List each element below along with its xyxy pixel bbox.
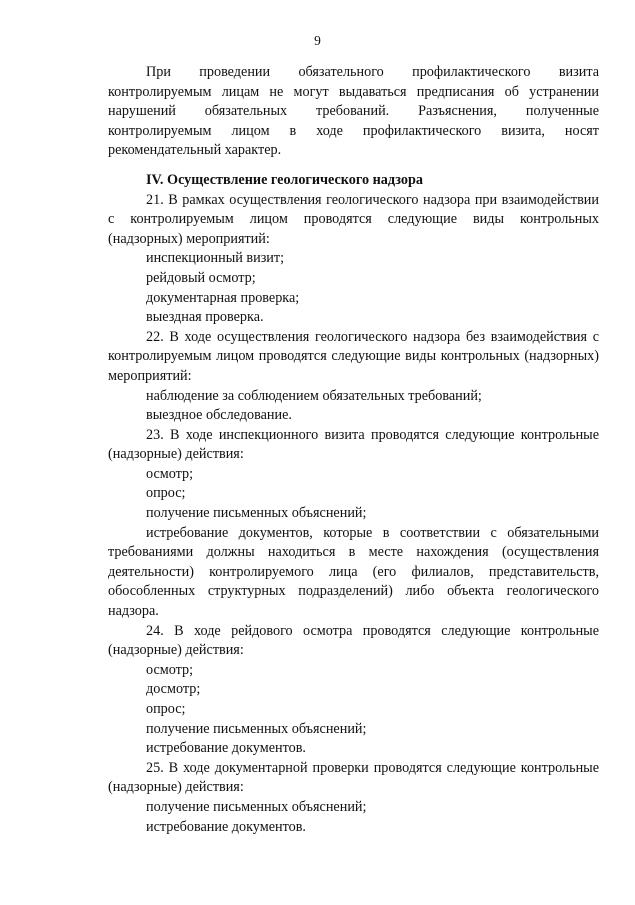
list-item: истребование документов.	[146, 818, 306, 835]
page-number: 9	[314, 33, 321, 48]
list-item: истребование документов.	[146, 740, 306, 757]
list-item: документарная проверка;	[146, 289, 300, 306]
list-item: опрос;	[146, 701, 186, 717]
paragraph: При проведении обязательного профилактического визита контролируемым лицам не могут выдаваться предписания об устранении нарушений обязательных требований. Разъяснения, полученные контролируемым лицом в ходе профилактического визита, носят рекомендательный характер.	[108, 64, 599, 159]
paragraph: истребование документов, которые в соответствии с обязательными требованиями должны находиться в месте нахождения (осуществления деятельности) контролируемого лица (его филиалов, представительств, обособленных структурных подразделений) либо объекта геологического надзора.	[108, 524, 599, 620]
list-item: выездное обследование.	[146, 407, 292, 424]
list-item: осмотр;	[146, 661, 194, 678]
document-body	[108, 63, 599, 837]
paragraph: 21. В рамках осуществления геологического надзора при взаимодействии с контролируемым лицом проводятся следующие виды контрольных (надзорных) мероприятий:	[108, 191, 599, 247]
list-item: наблюдение за соблюдением обязательных требований;	[146, 387, 482, 404]
list-item: осмотр;	[146, 465, 194, 482]
list-item: опрос;	[146, 485, 186, 502]
paragraph: 22. В ходе осуществления геологического надзора без взаимодействия с контролируемым лицом проводятся следующие виды контрольных (надзорных) мероприятий:	[108, 328, 599, 384]
list-item: рейдовый осмотр;	[146, 269, 256, 286]
paragraph: 23. В ходе инспекционного визита проводятся следующие контрольные (надзорные) действия:	[108, 426, 599, 463]
list-item: получение письменных объяснений;	[146, 798, 367, 815]
list-item: инспекционный визит;	[146, 250, 285, 267]
list-item: получение письменных объяснений;	[146, 505, 367, 522]
list-item: досмотр;	[146, 681, 201, 698]
list-item: выездная проверка.	[146, 309, 264, 326]
list-item: получение письменных объяснений;	[146, 720, 367, 737]
paragraph: 25. В ходе документарной проверки проводятся следующие контрольные (надзорные) действия:	[108, 759, 599, 796]
section-heading: IV. Осуществление геологического надзора	[146, 171, 423, 188]
paragraph: 24. В ходе рейдового осмотра проводятся следующие контрольные (надзорные) действия:	[108, 622, 599, 659]
